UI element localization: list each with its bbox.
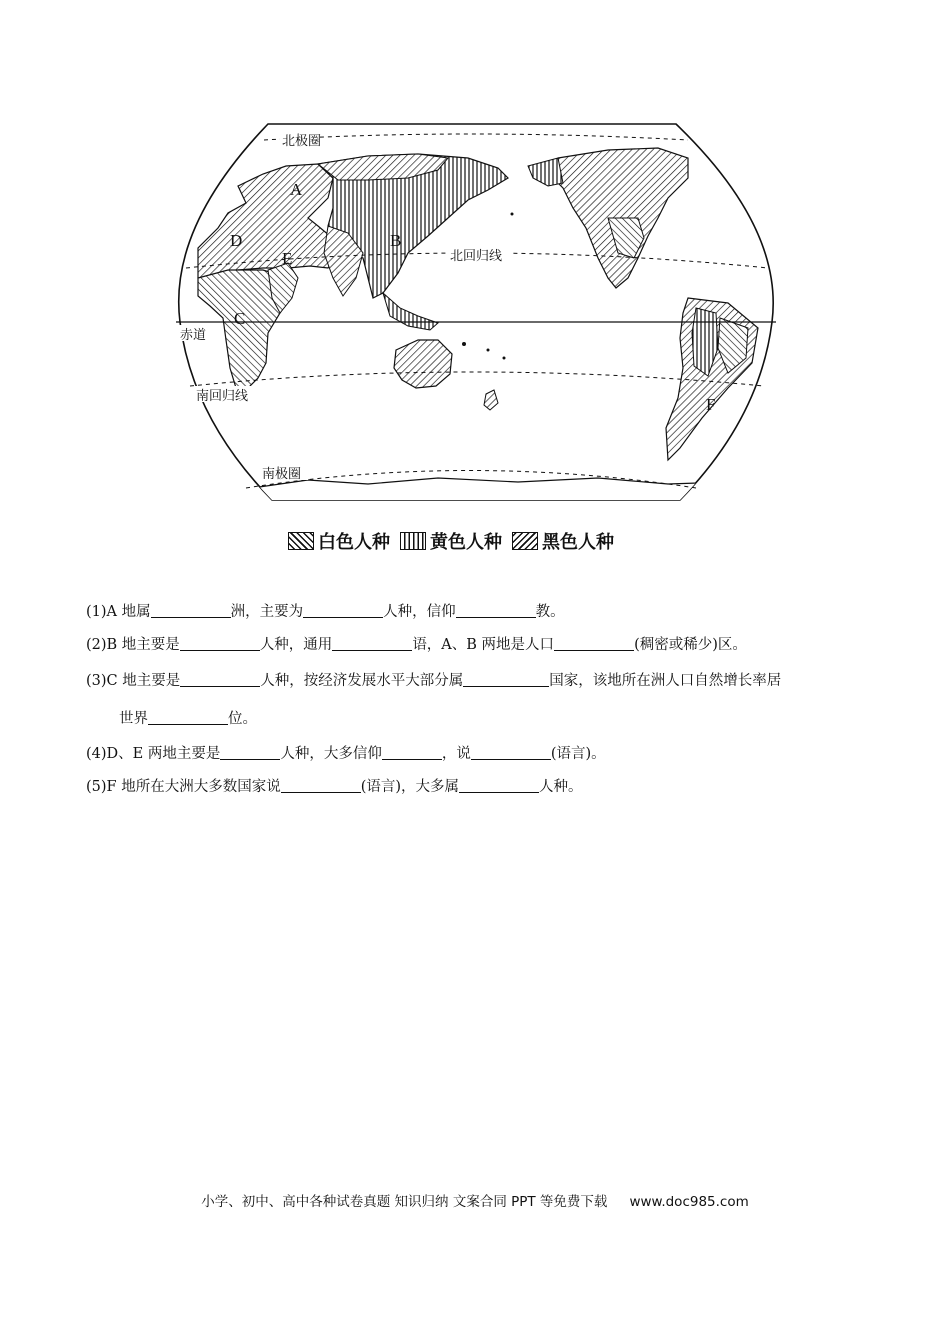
legend-item-black — [512, 528, 614, 554]
answer-blank[interactable] — [382, 745, 442, 760]
question-3: (3)C 地主要是 人种，按经济发展水平大部分属 国家，该地所在洲人口自然增长率居 — [86, 673, 782, 689]
answer-blank[interactable] — [456, 603, 536, 618]
footer-text: 小学、初中、高中各种试卷真题 知识归纳 文案合同 PPT 等免费下载 — [201, 1194, 608, 1210]
map-legend — [288, 528, 624, 554]
letter-a: A — [290, 180, 303, 199]
answer-blank[interactable] — [180, 636, 260, 651]
footer-url[interactable]: www.doc985.com — [629, 1194, 749, 1210]
question-2: (2)B 地主要是 人种，通用 语，A、B 两地是人口 (稠密或稀少)区。 — [86, 637, 747, 653]
label-north-arctic: 北极圈 — [282, 134, 322, 149]
region-antarctica — [238, 478, 728, 520]
world-map — [168, 118, 784, 520]
answer-blank[interactable] — [148, 710, 228, 725]
question-list — [86, 596, 886, 804]
answer-blank[interactable] — [220, 745, 280, 760]
label-equator: 赤道 — [180, 328, 207, 343]
letter-d: D — [230, 231, 243, 250]
answer-blank[interactable] — [459, 778, 539, 793]
question-3-continued: 世界 位。 — [119, 711, 257, 727]
label-tropic-capricorn: 南回归线 — [196, 389, 249, 404]
white-race-swatch — [288, 532, 314, 550]
question-5: (5)F 地所在大洲大多数国家说 (语言)，大多属 人种。 — [86, 779, 583, 795]
answer-blank[interactable] — [151, 603, 231, 618]
answer-blank[interactable] — [180, 672, 260, 687]
legend-item-yellow — [400, 528, 502, 554]
label-south-arctic: 南极圈 — [262, 467, 302, 482]
answer-blank[interactable] — [554, 636, 634, 651]
page-footer — [0, 1190, 950, 1210]
question-4: (4)D、E 两地主要是 人种，大多信仰 ，说 (语言)。 — [86, 746, 606, 762]
answer-blank[interactable] — [281, 778, 361, 793]
legend-label: 黑色人种 — [542, 532, 614, 553]
legend-label: 黄色人种 — [430, 532, 502, 553]
yellow-race-swatch — [400, 532, 426, 550]
legend-label: 白色人种 — [318, 532, 390, 553]
letter-e: E — [282, 249, 293, 268]
letter-b: B — [390, 231, 402, 250]
label-tropic-cancer: 北回归线 — [450, 249, 503, 264]
answer-blank[interactable] — [463, 672, 549, 687]
answer-blank[interactable] — [332, 636, 412, 651]
black-race-swatch — [512, 532, 538, 550]
question-1: (1)A 地属 洲，主要为 人种，信仰 教。 — [86, 604, 565, 620]
legend-item-white — [288, 528, 390, 554]
letter-c: C — [234, 309, 246, 328]
answer-blank[interactable] — [303, 603, 383, 618]
letter-f: F — [706, 395, 716, 414]
answer-blank[interactable] — [471, 745, 551, 760]
